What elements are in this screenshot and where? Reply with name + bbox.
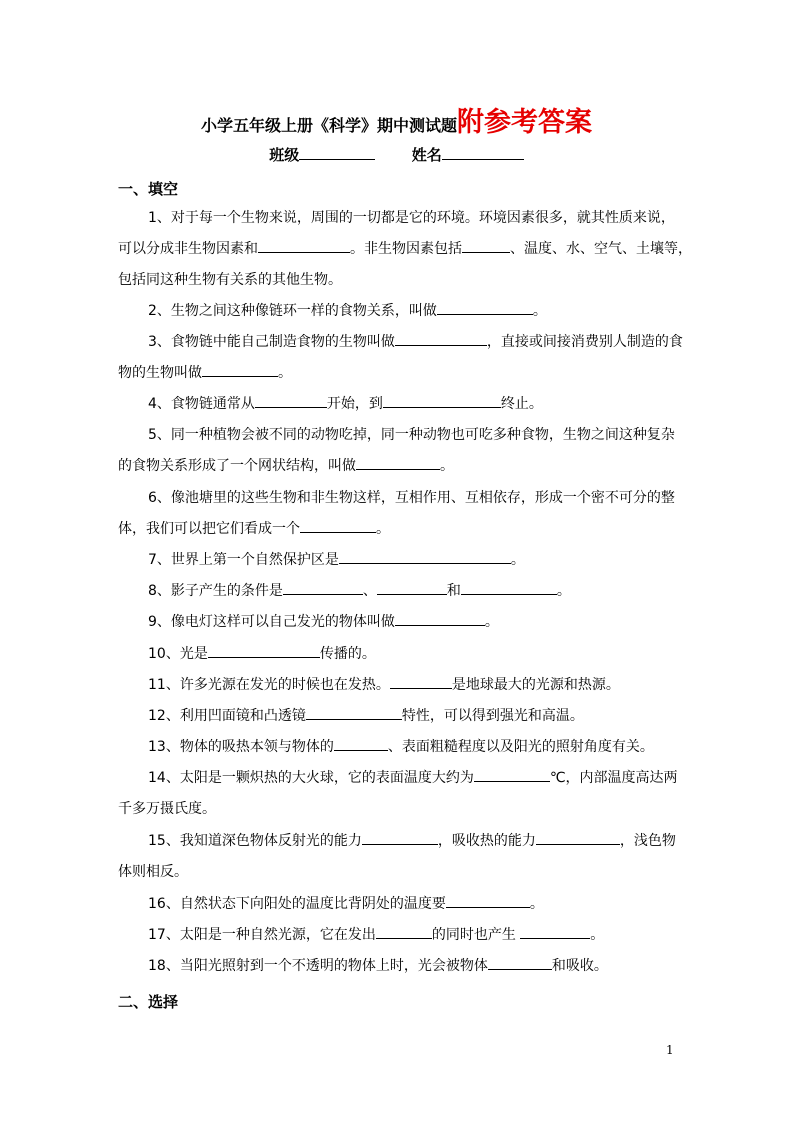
- answer-blank[interactable]: [437, 300, 533, 315]
- name-label: 姓名: [411, 146, 442, 164]
- answer-blank[interactable]: [474, 767, 550, 782]
- class-blank[interactable]: [299, 145, 375, 160]
- question-6: 6、像池塘里的这些生物和非生物这样，互相作用、互相依存，形成一个密不可分的整 体，我们可以把它们看成一个 。: [118, 490, 675, 537]
- question-14: 14、太阳是一颗炽热的大火球，它的表面温度大约为 ℃，内部温度高达两 千多万摄氏度。: [118, 763, 678, 825]
- question-9: 9、像电灯这样可以自己发光的物体叫做 。: [118, 607, 678, 638]
- class-name-line: [0, 144, 793, 165]
- page-number: 1: [666, 1043, 674, 1057]
- class-label: 班级: [269, 146, 300, 164]
- question-12: 12、利用凹面镜和凸透镜 特性，可以得到强光和高温。: [118, 701, 678, 732]
- name-blank[interactable]: [442, 145, 524, 160]
- answer-blank[interactable]: [520, 924, 590, 939]
- question-8: 8、影子产生的条件是 、 和 。: [118, 576, 678, 607]
- answer-blank[interactable]: [462, 238, 510, 253]
- answer-blank[interactable]: [202, 362, 278, 377]
- question-16: 16、自然状态下向阳处的温度比背阴处的温度要 。: [118, 889, 678, 920]
- question-17: 17、太阳是一种自然光源，它在发出 的同时也产生 。: [118, 920, 678, 951]
- page-title: [0, 100, 793, 138]
- answer-blank[interactable]: [377, 580, 447, 595]
- answer-blank[interactable]: [283, 580, 363, 595]
- question-10: 10、光是 传播的。: [118, 639, 678, 670]
- answer-blank[interactable]: [395, 331, 487, 346]
- title-highlight: 附参考答案: [457, 107, 592, 138]
- answer-blank[interactable]: [390, 674, 452, 689]
- answer-blank[interactable]: [356, 455, 440, 470]
- answer-blank[interactable]: [376, 924, 432, 939]
- answer-blank[interactable]: [300, 518, 376, 533]
- answer-blank[interactable]: [395, 611, 485, 626]
- title-main: 小学五年级上册《科学》期中测试题: [200, 116, 457, 135]
- question-4: 4、食物链通常从 开始，到 终止。: [118, 389, 678, 420]
- answer-blank[interactable]: [339, 549, 511, 564]
- question-11: 11、许多光源在发光的时候也在发热。 是地球最大的光源和热源。: [118, 670, 678, 701]
- answer-blank[interactable]: [446, 893, 530, 908]
- answer-blank[interactable]: [461, 580, 557, 595]
- answer-blank[interactable]: [255, 393, 327, 408]
- section-choice: 二、选择: [118, 993, 179, 1011]
- answer-blank[interactable]: [334, 736, 388, 751]
- question-18: 18、当阳光照射到一个不透明的物体上时，光会被物体 和吸收。: [118, 951, 678, 982]
- question-2: 2、生物之间这种像链环一样的食物关系，叫做 。: [118, 296, 678, 327]
- question-1: 1、对于每一个生物来说，周围的一切都是它的环境。环境因素很多，就其性质来说， 可以分成非生物因素和 。非生物因素包括 、温度、水、空气、土壤等， 包括同这种生物有关系的其他生物。: [118, 210, 692, 288]
- question-13: 13、物体的吸热本领与物体的 、表面粗糙程度以及阳光的照射角度有关。: [118, 732, 678, 763]
- question-5: 5、同一种植物会被不同的动物吃掉，同一种动物也可吃多种食物，生物之间这种复杂 的食物关系形成了一个网状结构，叫做 。: [118, 427, 675, 474]
- answer-blank[interactable]: [362, 830, 438, 845]
- answer-blank[interactable]: [208, 643, 320, 658]
- question-3: 3、食物链中能自己制造食物的生物叫做 ，直接或间接消费别人制造的食 物的生物叫做 。: [118, 327, 678, 389]
- answer-blank[interactable]: [258, 238, 350, 253]
- answer-blank[interactable]: [306, 705, 402, 720]
- section-fill: 一、填空: [118, 180, 179, 198]
- answer-blank[interactable]: [536, 830, 620, 845]
- question-7: 7、世界上第一个自然保护区是 。: [118, 545, 678, 576]
- answer-blank[interactable]: [488, 955, 552, 970]
- question-15: 15、我知道深色物体反射光的能力 ，吸收热的能力 ，浅色物 体则相反。: [118, 826, 678, 888]
- answer-blank[interactable]: [383, 393, 501, 408]
